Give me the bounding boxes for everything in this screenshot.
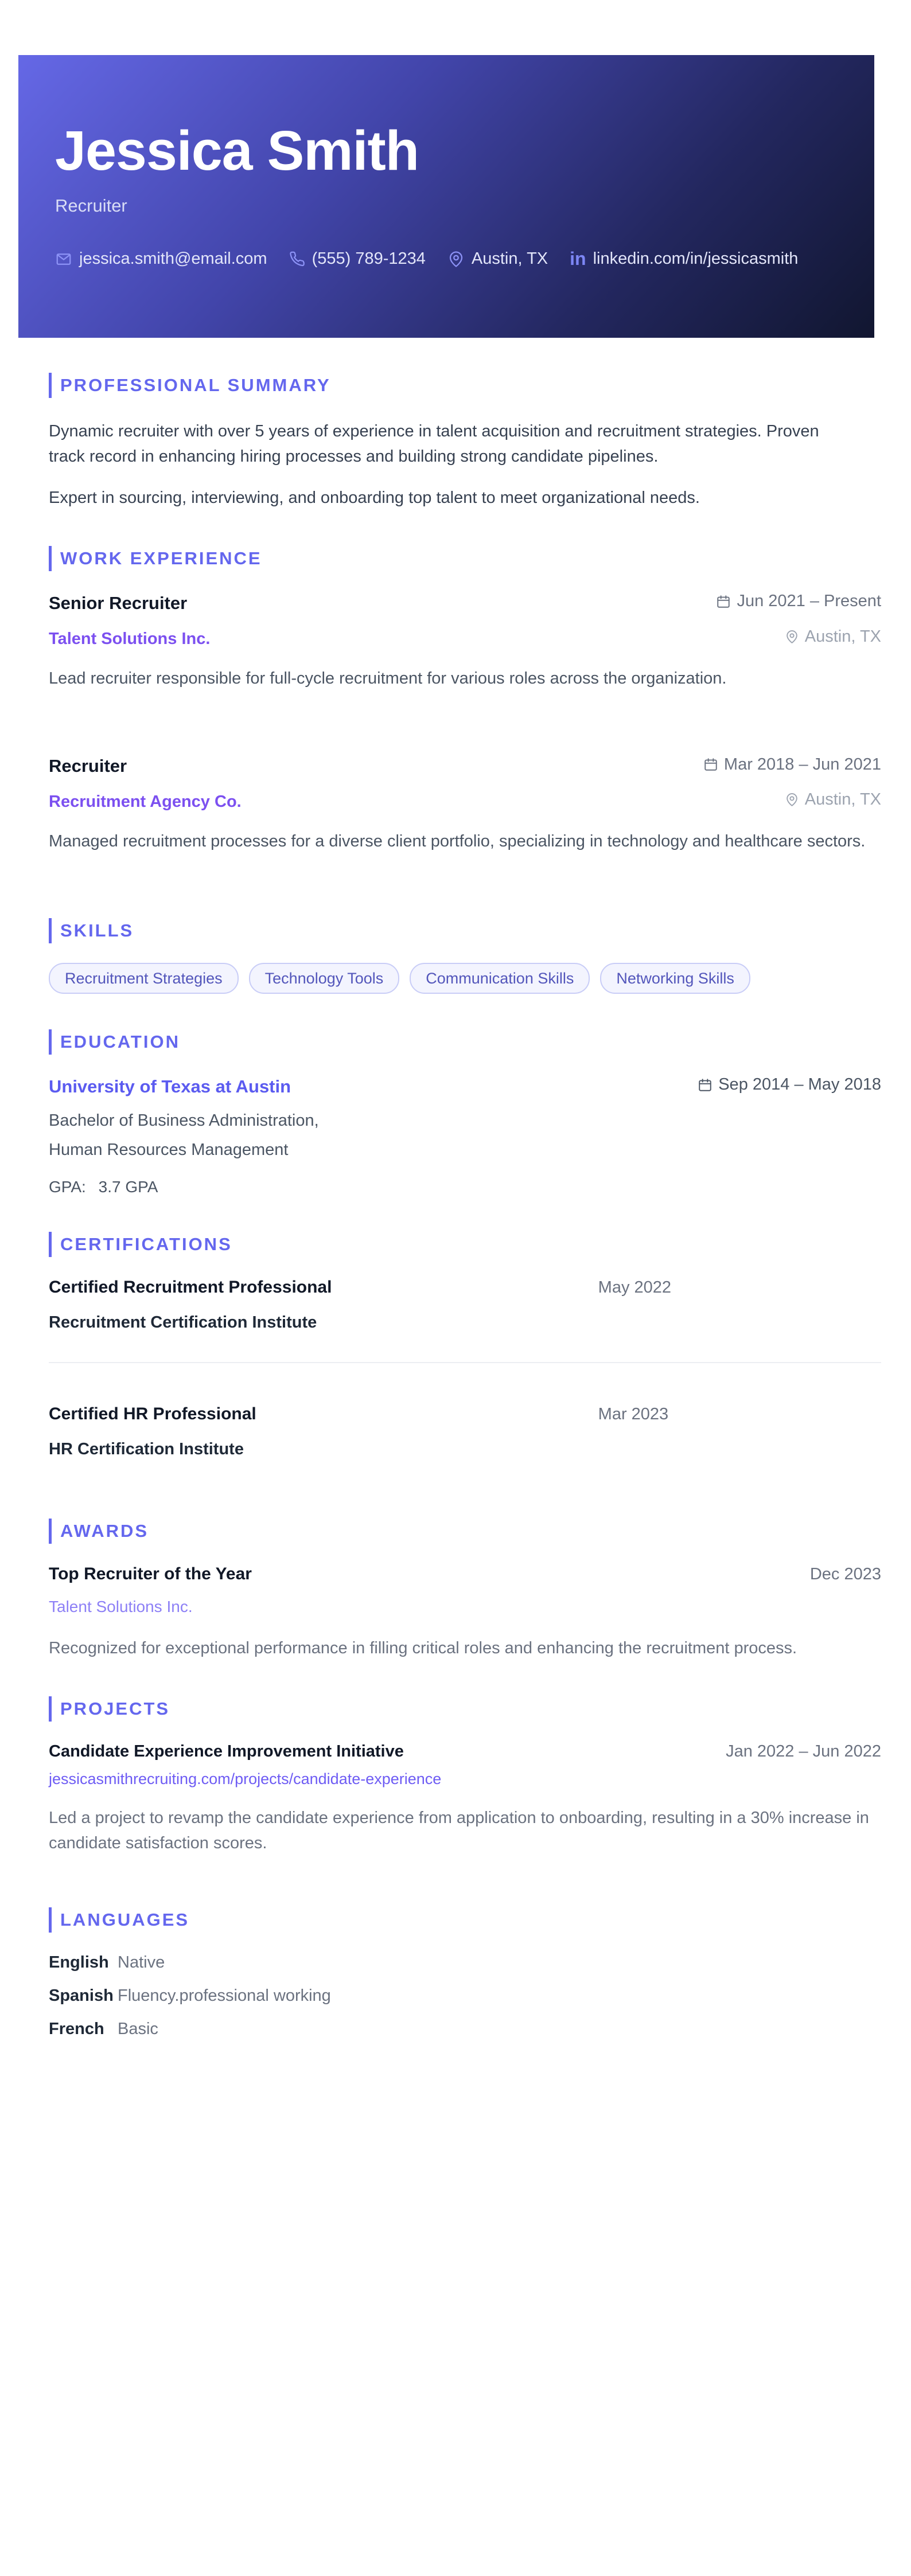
award-name: Top Recruiter of the Year [49, 1564, 252, 1584]
contact-phone-text: (555) 789-1234 [312, 249, 426, 268]
section-projects [49, 1696, 881, 1856]
job-dates [716, 592, 881, 611]
section-heading [49, 373, 881, 398]
person-job-title: Recruiter [55, 196, 127, 216]
contact-email-text: jessica.smith@email.com [79, 249, 267, 268]
contact-email[interactable] [55, 249, 267, 268]
section-title: AWARDS [60, 1521, 149, 1541]
contact-phone[interactable] [289, 249, 426, 268]
section-title: PROJECTS [60, 1699, 170, 1719]
certification-date: Mar 2023 [598, 1405, 669, 1424]
job-location [785, 627, 881, 646]
location-pin-icon [785, 630, 799, 644]
certification-entry [49, 1404, 881, 1459]
job-description: Lead recruiter responsible for full-cycle recruitment for various roles across the organization. [49, 669, 727, 688]
person-name: Jessica Smith [55, 119, 419, 182]
certification-name: Certified Recruitment Professional [49, 1278, 332, 1297]
education-dates-text: Sep 2014 – May 2018 [718, 1075, 881, 1094]
location-pin-icon [785, 793, 799, 807]
phone-icon [289, 251, 305, 267]
section-heading [49, 546, 881, 571]
section-title: WORK EXPERIENCE [60, 548, 262, 568]
gpa-value: 3.7 GPA [98, 1178, 158, 1196]
job-title: Senior Recruiter [49, 592, 188, 613]
job-location-text: Austin, TX [804, 627, 881, 646]
job-dates-text: Mar 2018 – Jun 2021 [723, 755, 881, 774]
accent-bar [49, 546, 52, 571]
language-name: French [49, 2020, 104, 2039]
section-title: PROFESSIONAL SUMMARY [60, 375, 331, 395]
award-issuer-link[interactable]: Talent Solutions Inc. [49, 1598, 193, 1616]
certification-issuer: Recruitment Certification Institute [49, 1313, 317, 1332]
section-heading [49, 1232, 881, 1257]
gpa-row [49, 1178, 881, 1196]
language-level: Fluency.professional working [118, 1986, 331, 2005]
section-heading [49, 918, 881, 943]
section-skills [49, 918, 881, 994]
section-languages [49, 1907, 881, 2039]
section-title: SKILLS [60, 920, 134, 940]
calendar-icon [703, 757, 718, 772]
language-row [49, 1953, 881, 1972]
certification-entry [49, 1278, 881, 1332]
section-heading [49, 1519, 881, 1544]
work-entry [49, 592, 881, 691]
award-date: Dec 2023 [809, 1565, 881, 1584]
resume-body [49, 373, 881, 2074]
education-dates [698, 1075, 881, 1094]
section-heading [49, 1029, 881, 1055]
language-name: English [49, 1953, 109, 1972]
job-location-text: Austin, TX [804, 790, 881, 809]
section-title: LANGUAGES [60, 1910, 190, 1930]
contact-location-text: Austin, TX [471, 249, 548, 268]
certification-issuer: HR Certification Institute [49, 1440, 244, 1459]
certification-date: May 2022 [598, 1278, 672, 1297]
degree-line: Bachelor of Business Administration, [49, 1111, 319, 1130]
skills-pill-list [49, 963, 881, 994]
job-dates-text: Jun 2021 – Present [737, 592, 881, 610]
project-dates: Jan 2022 – Jun 2022 [726, 1742, 881, 1761]
accent-bar [49, 1696, 52, 1722]
language-row [49, 1986, 881, 2005]
language-list [49, 1953, 881, 2039]
section-professional-summary [49, 373, 881, 510]
linkedin-icon: in [570, 248, 586, 269]
divider [49, 1362, 881, 1363]
accent-bar [49, 1519, 52, 1544]
section-heading [49, 1696, 881, 1722]
section-certifications [49, 1232, 881, 1459]
contact-linkedin-text: linkedin.com/in/jessicasmith [593, 249, 799, 268]
work-entry [49, 755, 881, 854]
skill-pill: Networking Skills [600, 963, 750, 994]
company-link[interactable]: Recruitment Agency Co. [49, 793, 242, 811]
language-row [49, 2020, 881, 2039]
calendar-icon [716, 594, 731, 609]
accent-bar [49, 1232, 52, 1257]
language-level: Basic [118, 2020, 158, 2039]
school-link[interactable]: University of Texas at Austin [49, 1076, 291, 1096]
section-education [49, 1029, 881, 1196]
section-title: CERTIFICATIONS [60, 1234, 232, 1255]
job-location [785, 790, 881, 809]
certification-name: Certified HR Professional [49, 1404, 256, 1424]
project-name: Candidate Experience Improvement Initiative [49, 1742, 404, 1761]
job-description: Managed recruitment processes for a diverse client portfolio, specializing in technology and healthcare sectors. [49, 832, 866, 850]
section-work-experience [49, 546, 881, 854]
language-name: Spanish [49, 1986, 114, 2005]
section-heading [49, 1907, 881, 1933]
section-title: EDUCATION [60, 1032, 180, 1052]
project-description: Led a project to revamp the candidate experience from application to onboarding, resulting in a 30% increase in candidate satisfaction scores. [49, 1809, 869, 1853]
location-pin-icon [447, 251, 465, 268]
contact-location [447, 249, 548, 268]
skill-pill: Technology Tools [249, 963, 400, 994]
accent-bar [49, 1029, 52, 1055]
accent-bar [49, 918, 52, 943]
contact-row [55, 248, 838, 270]
degree-line: Human Resources Management [49, 1140, 289, 1159]
summary-paragraph: Dynamic recruiter with over 5 years of experience in talent acquisition and recruitment strategies. Proven track record in enhancing hiring processes and building strong candidate pipelines. [49, 422, 819, 466]
summary-paragraph: Expert in sourcing, interviewing, and onboarding top talent to meet organizational needs. [49, 489, 700, 507]
language-level: Native [118, 1953, 165, 1972]
skill-pill: Communication Skills [410, 963, 590, 994]
email-icon [55, 251, 72, 268]
award-description: Recognized for exceptional performance in filling critical roles and enhancing the recruitment process. [49, 1639, 797, 1658]
accent-bar [49, 1907, 52, 1933]
job-dates [703, 755, 881, 774]
contact-linkedin[interactable] [570, 248, 798, 270]
skill-pill: Recruitment Strategies [49, 963, 239, 994]
project-url-link[interactable]: jessicasmithrecruiting.com/projects/candidate-experience [49, 1770, 442, 1788]
resume-header [18, 55, 874, 338]
accent-bar [49, 373, 52, 398]
calendar-icon [698, 1078, 713, 1092]
gpa-label: GPA: [49, 1178, 86, 1196]
job-title: Recruiter [49, 756, 127, 776]
company-link[interactable]: Talent Solutions Inc. [49, 629, 211, 648]
section-awards [49, 1519, 881, 1661]
